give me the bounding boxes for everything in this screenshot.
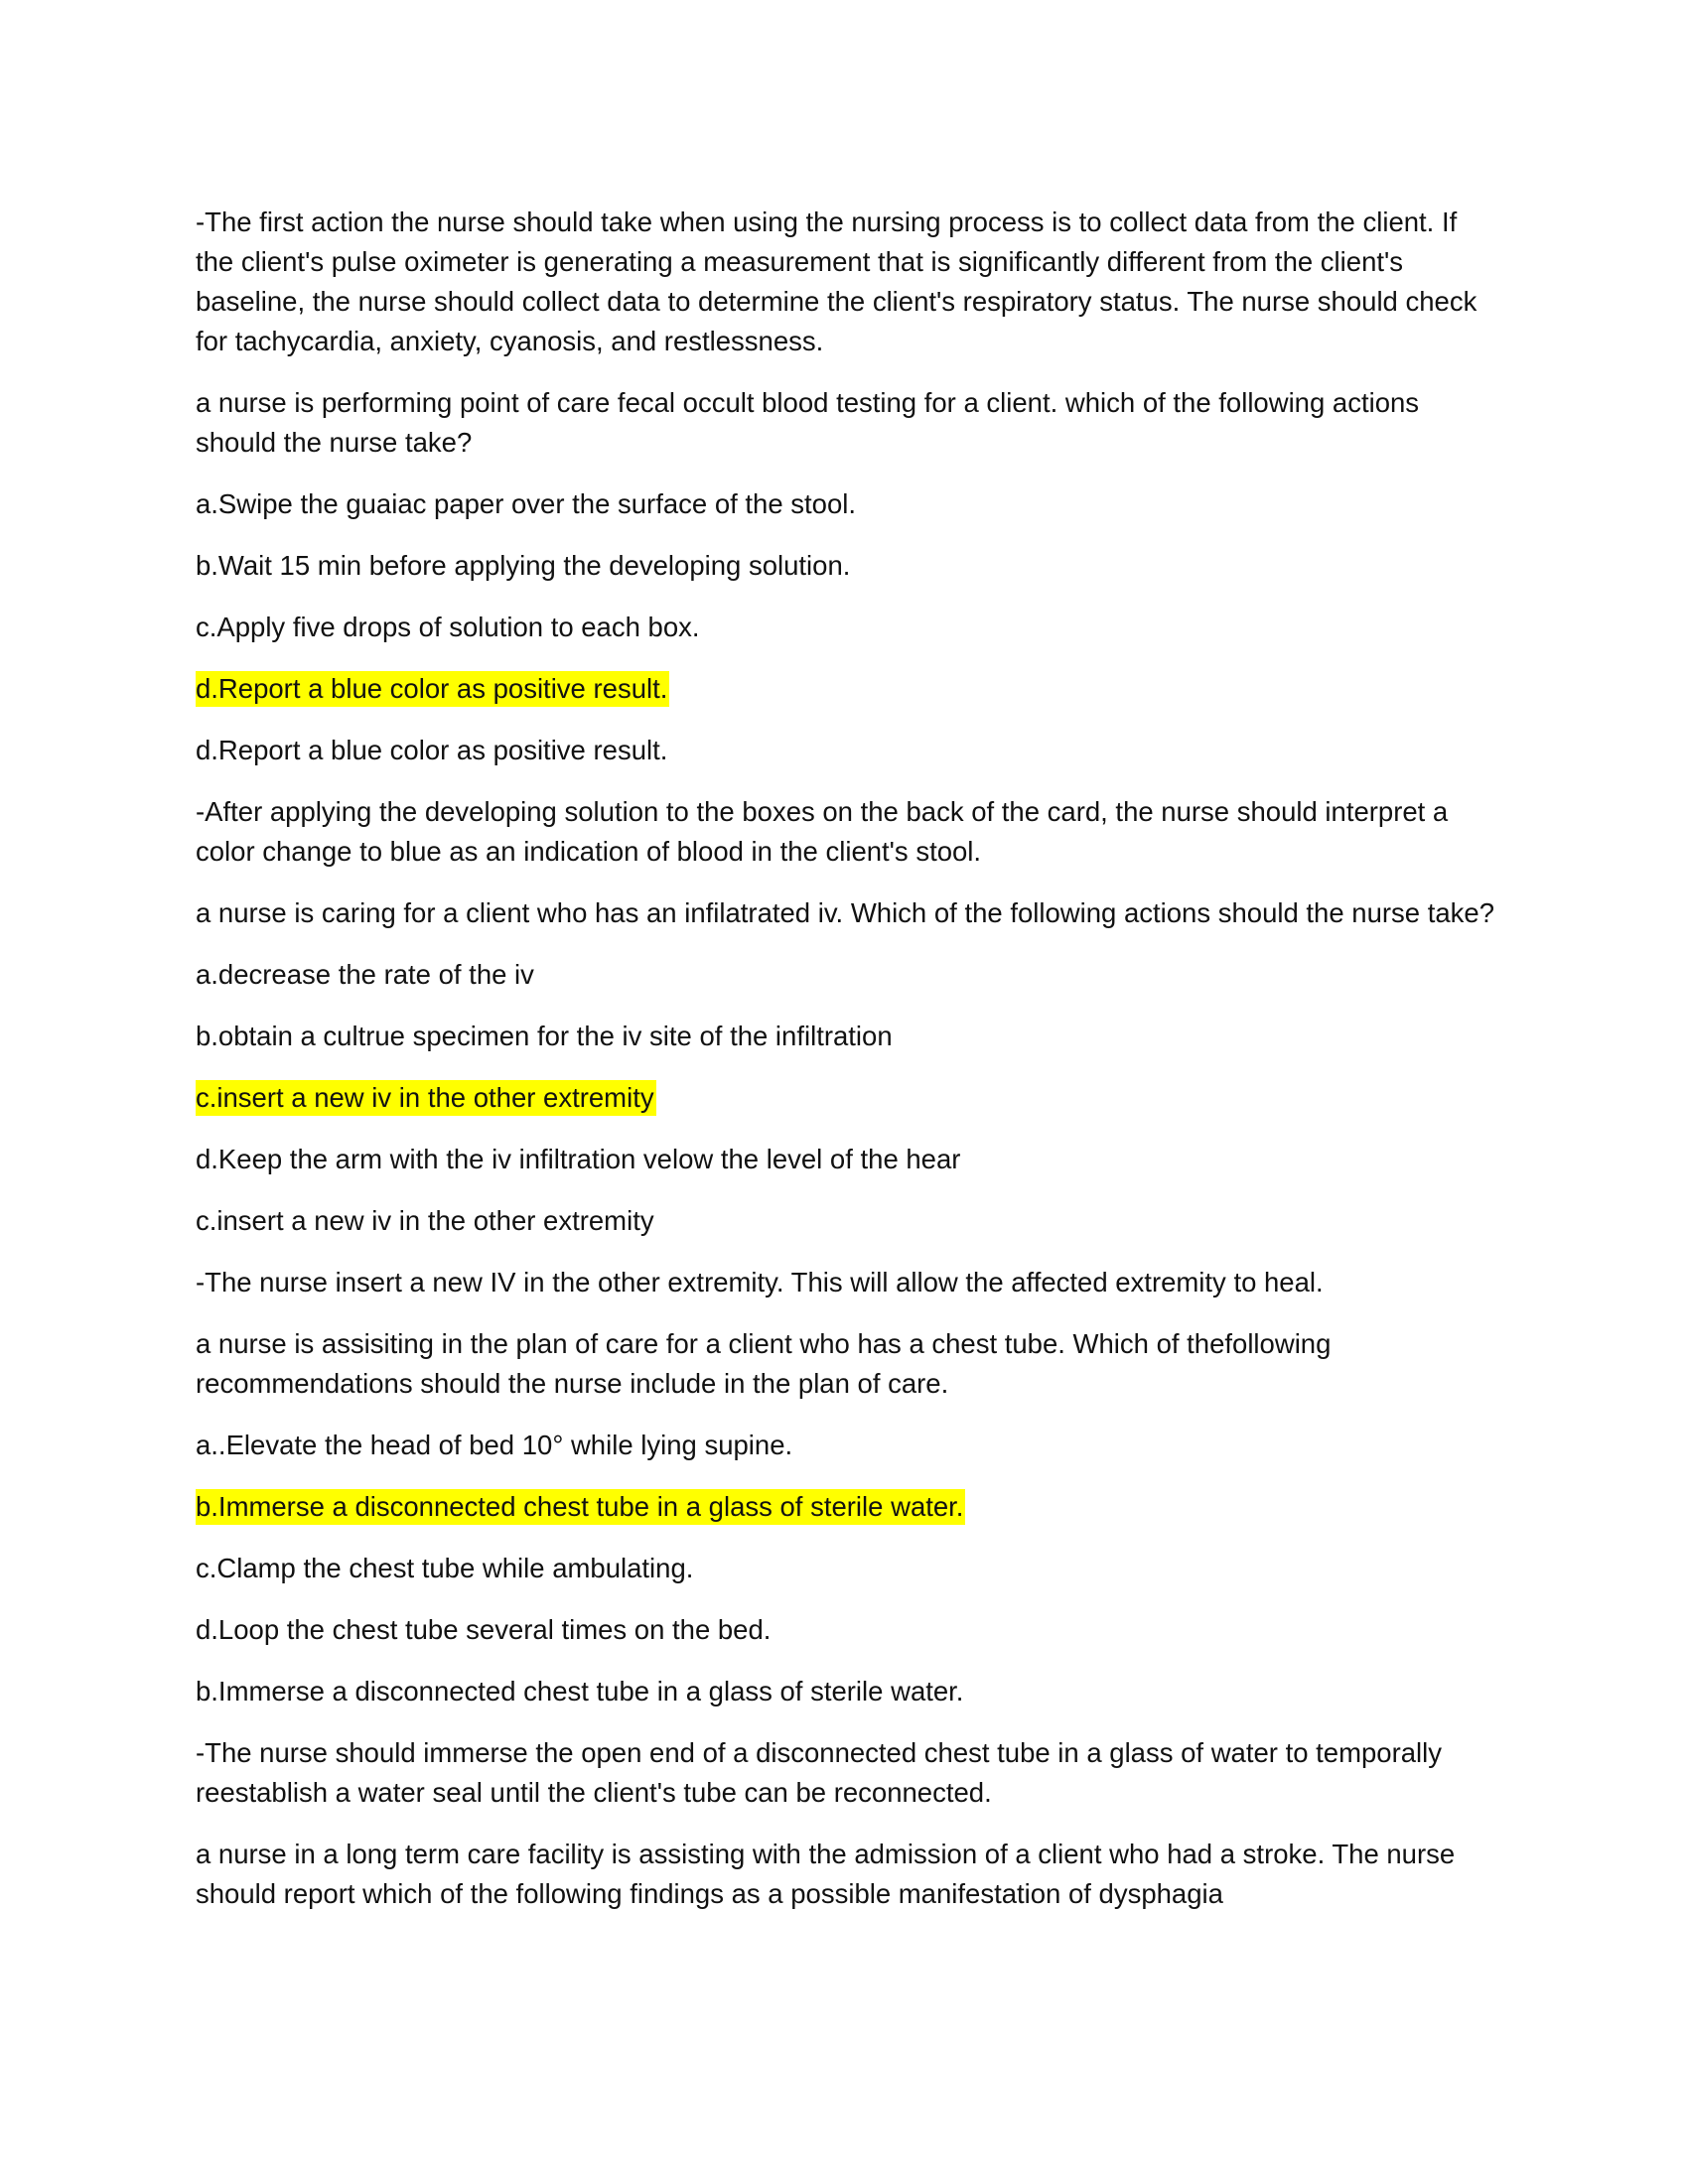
- answer-option-a: a.Swipe the guaiac paper over the surface of the stool.: [196, 488, 856, 519]
- document-body: [196, 203, 1496, 1936]
- rationale-paragraph: -The nurse should immerse the open end of a disconnected chest tube in a glass of water to temporally reestablish a water seal until the client's tube can be reconnected.: [196, 1737, 1443, 1808]
- answer-option-d: d.Keep the arm with the iv infiltration velow the level of the hear: [196, 1144, 961, 1174]
- correct-answer-line: d.Report a blue color as positive result.: [196, 735, 668, 765]
- question-chest-tube: a nurse is assisiting in the plan of care for a client who has a chest tube. Which of thefollowing recommendations should the nurse include in the plan of care.: [196, 1328, 1332, 1399]
- question-dysphagia: a nurse in a long term care facility is assisting with the admission of a client who had a stroke. The nurse should report which of the following findings as a possible manifestation of dysphagia: [196, 1839, 1456, 1909]
- question-fecal-occult-blood: a nurse is performing point of care fecal occult blood testing for a client. which of the following actions should the nurse take?: [196, 387, 1420, 458]
- answer-option-d: d.Loop the chest tube several times on the bed.: [196, 1614, 772, 1645]
- answer-option-a: a.decrease the rate of the iv: [196, 959, 534, 990]
- answer-option-d-highlighted: [196, 669, 1496, 709]
- answer-option-b-highlighted: [196, 1487, 1496, 1527]
- question-infiltrated-iv: a nurse is caring for a client who has an infilatrated iv. Which of the following actions should the nurse take?: [196, 897, 1494, 928]
- rationale-paragraph: -The nurse insert a new IV in the other extremity. This will allow the affected extremity to heal.: [196, 1267, 1324, 1297]
- answer-option-a: a..Elevate the head of bed 10° while lying supine.: [196, 1430, 793, 1460]
- highlighted-correct-answer: b.Immerse a disconnected chest tube in a glass of sterile water.: [196, 1489, 965, 1525]
- answer-option-c: c.Clamp the chest tube while ambulating.: [196, 1553, 694, 1583]
- answer-option-b: b.obtain a cultrue specimen for the iv site of the infiltration: [196, 1021, 893, 1051]
- rationale-paragraph: -After applying the developing solution to the boxes on the back of the card, the nurse should interpret a color change to blue as an indication of blood in the client's stool.: [196, 796, 1449, 867]
- correct-answer-line: c.insert a new iv in the other extremity: [196, 1205, 654, 1236]
- highlighted-correct-answer: d.Report a blue color as positive result.: [196, 671, 669, 707]
- highlighted-correct-answer: c.insert a new iv in the other extremity: [196, 1080, 656, 1116]
- explanation-paragraph: -The first action the nurse should take when using the nursing process is to collect data from the client. If the client's pulse oximeter is generating a measurement that is significantly different from the client's baseline, the nurse should collect data to determine the client's respiratory status. The nurse should check for tachycardia, anxiety, cyanosis, and restlessness.: [196, 206, 1477, 356]
- answer-option-c: c.Apply five drops of solution to each box.: [196, 612, 700, 642]
- correct-answer-line: b.Immerse a disconnected chest tube in a glass of sterile water.: [196, 1676, 964, 1706]
- answer-option-b: b.Wait 15 min before applying the developing solution.: [196, 550, 851, 581]
- answer-option-c-highlighted: [196, 1078, 1496, 1118]
